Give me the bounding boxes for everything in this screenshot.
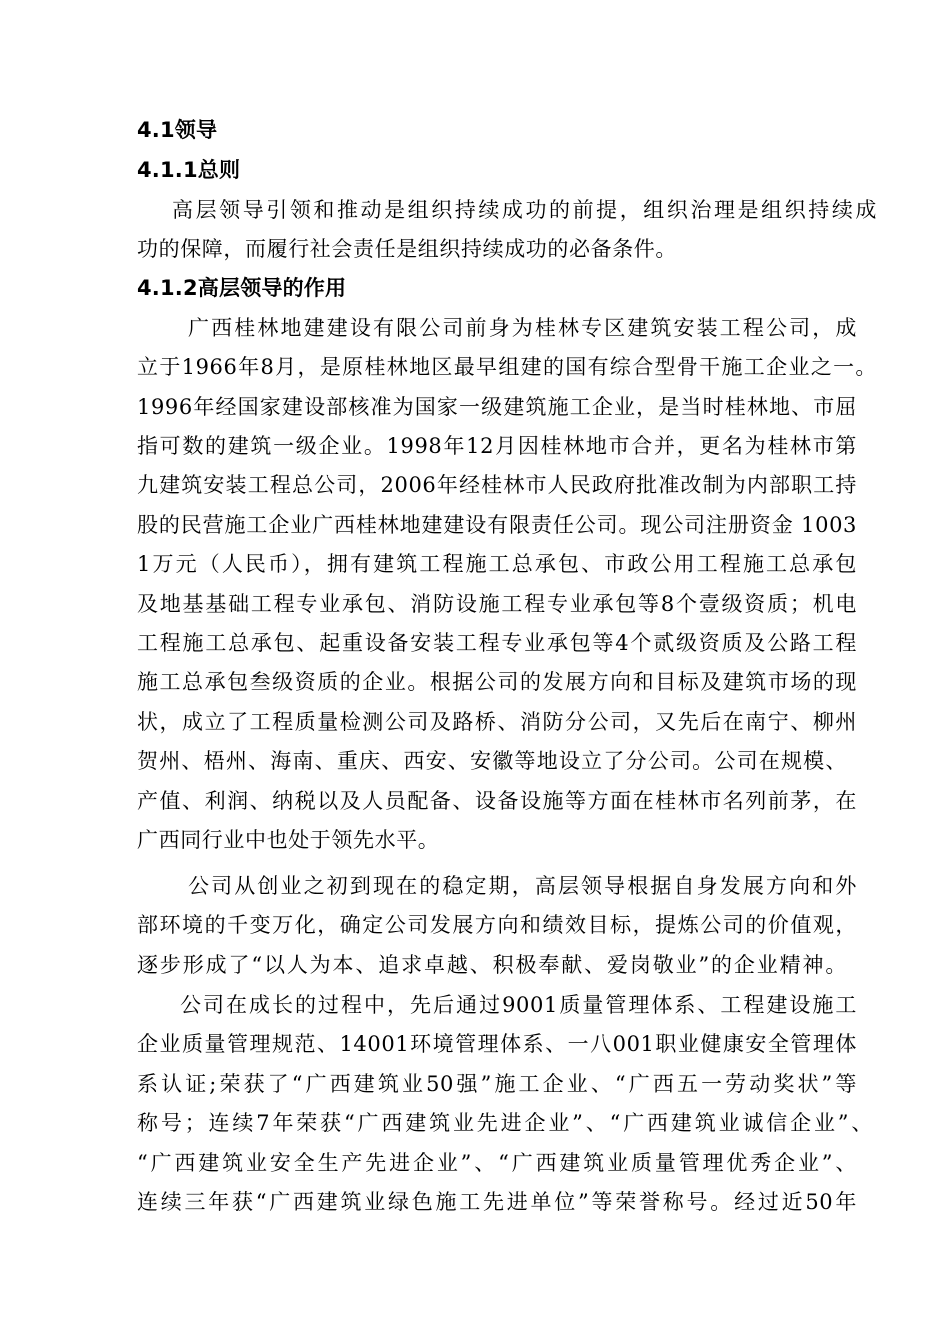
paragraph-line: 称号；连续7年荣获“广西建筑业先进企业”、“广西建筑业诚信企业”、: [137, 1111, 873, 1135]
paragraph-line: 及地基基础工程专业承包、消防设施工程专业承包等8个壹级资质；机电: [137, 592, 857, 616]
paragraph-line: 九建筑安装工程总公司，2006年经桂林市人民政府批准改制为内部职工持: [137, 473, 857, 497]
subsection-title-general: 4.1.1总则: [137, 158, 241, 182]
paragraph-line: 高层领导引领和推动是组织持续成功的前提，组织治理是组织持续成: [172, 198, 877, 222]
paragraph-line: 状，成立了工程质量检测公司及路桥、消防分公司，又先后在南宁、柳州: [137, 710, 857, 734]
paragraph-line: 逐步形成了“以人为本、追求卓越、积极奉献、爱岗敬业”的企业精神。: [137, 953, 847, 977]
paragraph-line: 连续三年获“广西建筑业绿色施工先进单位”等荣誉称号。经过近50年: [137, 1190, 857, 1214]
paragraph-line: 指可数的建筑一级企业。1998年12月因桂林地市合并，更名为桂林市第: [137, 434, 857, 458]
paragraph-line: 1996年经国家建设部核准为国家一级建筑施工企业，是当时桂林地、市屈: [137, 395, 857, 419]
paragraph-line: “广西建筑业安全生产先进企业”、“广西建筑业质量管理优秀企业”、: [137, 1151, 857, 1175]
paragraph-line: 贺州、梧州、海南、重庆、西安、安徽等地设立了分公司。公司在规模、: [137, 749, 847, 773]
paragraph-line: 广西同行业中也处于领先水平。: [137, 828, 440, 852]
section-title: 4.1领导: [137, 118, 218, 142]
paragraph-line: 公司在成长的过程中，先后通过9001质量管理体系、工程建设施工: [180, 993, 857, 1017]
subsection-title-leadership-role: 4.1.2高层领导的作用: [137, 276, 347, 300]
paragraph-line: 产值、利润、纳税以及人员配备、设备设施等方面在桂林市名列前茅，在: [137, 789, 857, 813]
paragraph-line: 企业质量管理规范、14001环境管理体系、一八001职业健康安全管理体: [137, 1032, 857, 1056]
paragraph-line: 公司从创业之初到现在的稳定期，高层领导根据自身发展方向和外: [188, 874, 857, 898]
paragraph-line: 1万元（人民币），拥有建筑工程施工总承包、市政公用工程施工总承包: [137, 552, 857, 576]
paragraph-line: 施工总承包叁级资质的企业。根据公司的发展方向和目标及建筑市场的现: [137, 670, 857, 694]
paragraph-line: 工程施工总承包、起重设备安装工程专业承包等4个贰级资质及公路工程: [137, 631, 857, 655]
paragraph-line: 广西桂林地建建设有限公司前身为桂林专区建筑安装工程公司，成: [188, 316, 857, 340]
paragraph-line: 立于1966年8月，是原桂林地区最早组建的国有综合型骨干施工企业之一。: [137, 355, 877, 379]
paragraph-line: 股的民营施工企业广西桂林地建建设有限责任公司。现公司注册资金 1003: [137, 513, 857, 537]
paragraph-line: 部环境的千变万化，确定公司发展方向和绩效目标，提炼公司的价值观，: [137, 913, 857, 937]
paragraph-line: 系认证;荣获了“广西建筑业50强”施工企业、“广西五一劳动奖状”等: [137, 1072, 857, 1096]
paragraph-line: 功的保障，而履行社会责任是组织持续成功的必备条件。: [137, 237, 677, 261]
